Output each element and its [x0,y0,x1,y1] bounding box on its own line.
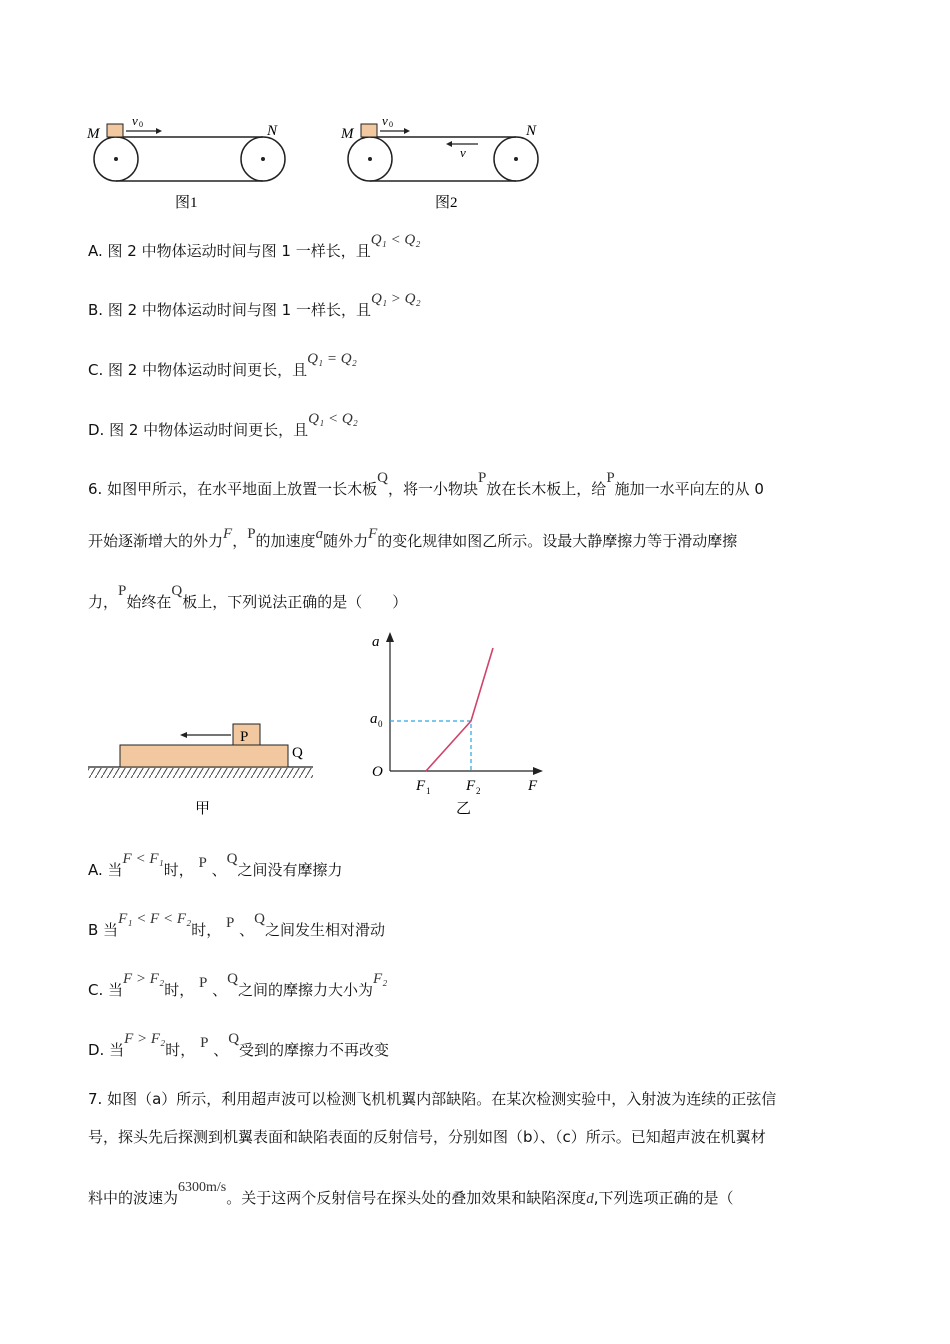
svg-text:0: 0 [378,719,383,729]
figure-2 [340,113,538,181]
label-N: N [267,123,278,139]
label-v0: v [132,113,138,128]
svg-text:P: P [240,729,249,745]
q6-stem-line1: 6. 如图甲所示，在水平地面上放置一长木板Q，将一小物块P放在长木板上，给P施加一水平向左的从 0 [88,470,764,498]
figure-yi [360,628,560,823]
figure-1 [86,113,285,181]
svg-text:0: 0 [389,120,393,129]
svg-text:F: F [416,778,426,794]
caption-jia: 甲 [195,801,211,817]
label-v0: v [382,113,388,128]
q6-stem-line2: 开始逐渐增大的外力F，P的加速度a随外力F的变化规律如图乙所示。设最大静摩擦力等于滑动摩擦 [88,526,738,550]
q6-option-b: B 当F₁ < F < F₂时， P 、Q之间发生相对滑动 [88,911,386,939]
fig1-caption: 图1 [175,195,198,211]
q6-stem-line3: 力，P始终在Q板上，下列说法正确的是（ ） [88,583,408,611]
block [107,124,123,137]
label-M: M [341,126,354,142]
caption-yi: 乙 [456,801,472,817]
conveyor-figures [80,112,550,212]
q5-option-a: A. 图 2 中物体运动时间与图 1 一样长，且Q₁ < Q₂ [88,232,421,260]
svg-text:F: F [466,778,476,794]
label-N: N [526,123,537,139]
board-Q [120,745,288,767]
svg-text:0: 0 [139,120,143,129]
q5-option-c: C. 图 2 中物体运动时间更长，且Q₁ = Q₂ [88,351,357,379]
svg-text:1: 1 [426,786,431,796]
q5-option-d: D. 图 2 中物体运动时间更长，且Q₁ < Q₂ [88,411,358,439]
figure-jia [85,715,325,825]
q5-option-b: B. 图 2 中物体运动时间与图 1 一样长，且Q₁ > Q₂ [88,291,421,319]
wave-speed: 6300m/s [178,1180,227,1195]
fig2-caption: 图2 [435,195,458,211]
dashed-guides [390,721,471,771]
label-Q: Q [292,745,303,761]
q6-option-d: D. 当F > F₂时， P 、Q受到的摩擦力不再改变 [88,1031,390,1059]
q7-stem-line3: 料中的波速为6300m/s。关于这两个反射信号在探头处的叠加效果和缺陷深度d,下列选项正确的是（ [88,1180,734,1207]
svg-text:a: a [372,634,380,650]
block [361,124,377,137]
label-v: v [460,145,466,160]
q7-stem-line2: 号，探头先后探测到机翼表面和缺陷表面的反射信号，分别如图（b）、（c）所示。已知超声波在机翼材 [88,1128,766,1146]
svg-text:O: O [372,764,383,780]
svg-text:a: a [370,711,378,727]
svg-text:F: F [528,778,538,794]
label-M: M [87,126,100,142]
q7-stem-line1: 7. 如图（a）所示，利用超声波可以检测飞机机翼内部缺陷。在某次检测实验中，入射波为连续的正弦信 [88,1090,777,1108]
a-F-curve [426,648,493,771]
q6-option-c: C. 当F > F₂时， P 、Q之间的摩擦力大小为F₂ [88,971,388,999]
svg-text:2: 2 [476,786,481,796]
q6-option-a: A. 当F < F₁时， P 、Q之间没有摩擦力 [88,851,343,879]
